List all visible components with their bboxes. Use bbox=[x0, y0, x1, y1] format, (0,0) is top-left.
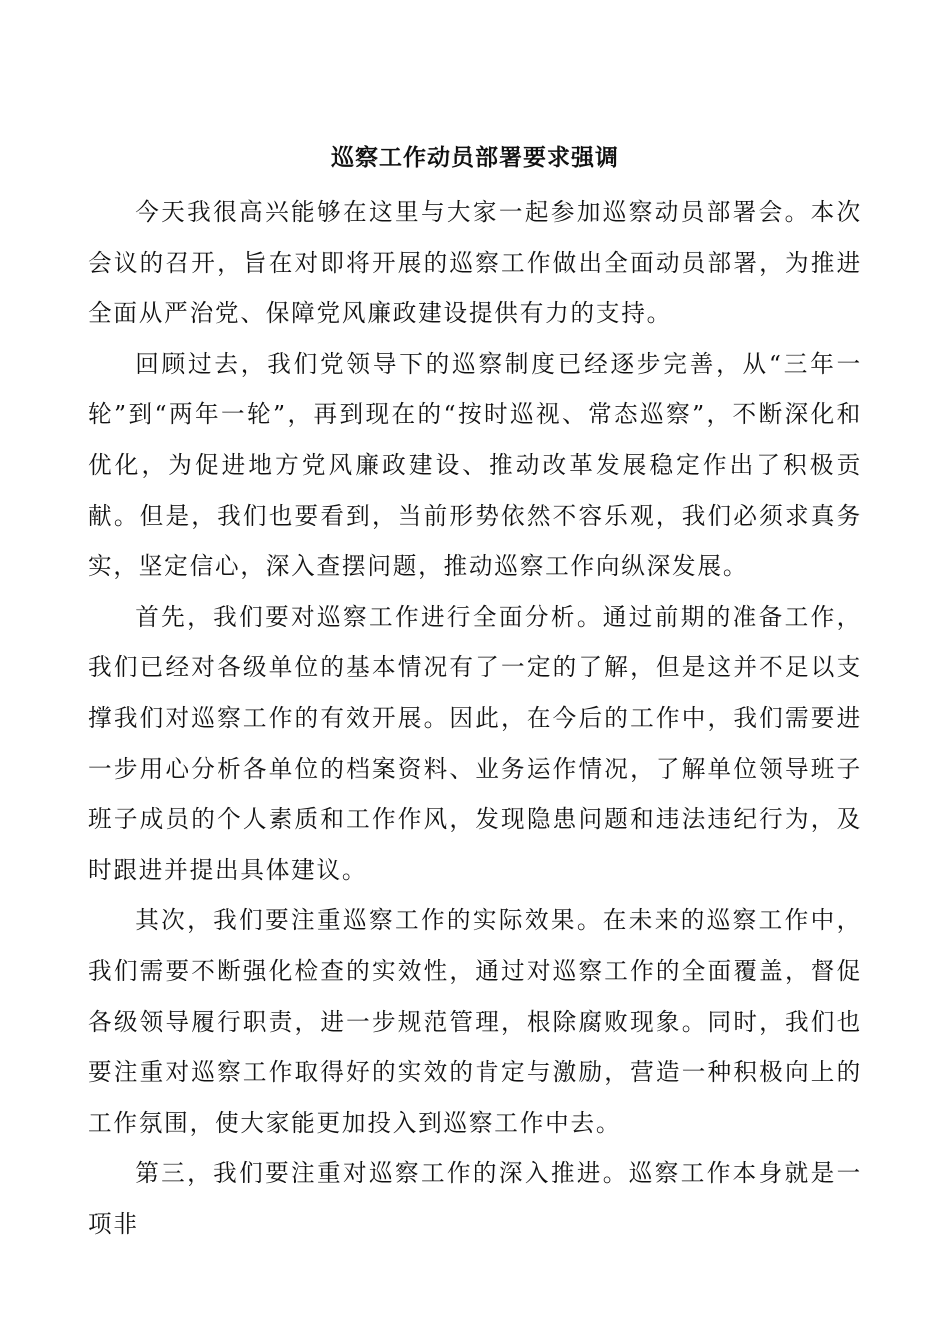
paragraph-3: 首先，我们要对巡察工作进行全面分析。通过前期的准备工作，我们已经对各级单位的基本情况有了一定的了解，但是这并不足以支撑我们对巡察工作的有效开展。因此，在今后的工作中，我们需要进一步用心分析各单位的档案资料、业务运作情况，了解单位领导班子班子成员的个人素质和工作作风，发现隐患问题和违法违纪行为，及时跟进并提出具体建议。 bbox=[88, 602, 862, 884]
paragraph-2: 回顾过去，我们党领导下的巡察制度已经逐步完善，从“三年一轮”到“两年一轮”，再到现在的“按时巡视、常态巡察”，不断深化和优化，为促进地方党风廉政建设、推动改革发展稳定作出了积极贡献。但是，我们也要看到，当前形势依然不容乐观，我们必须求真务实，坚定信心，深入查摆问题，推动巡察工作向纵深发展。 bbox=[88, 349, 862, 581]
paragraph-1: 今天我很高兴能够在这里与大家一起参加巡察动员部署会。本次会议的召开，旨在对即将开展的巡察工作做出全面动员部署，为推进全面从严治党、保障党风廉政建设提供有力的支持。 bbox=[88, 198, 862, 328]
paragraph-4: 其次，我们要注重巡察工作的实际效果。在未来的巡察工作中，我们需要不断强化检查的实效性，通过对巡察工作的全面覆盖，督促各级领导履行职责，进一步规范管理，根除腐败现象。同时，我们也要注重对巡察工作取得好的实效的肯定与激励，营造一种积极向上的工作氛围，使大家能更加投入到巡察工作中去。 bbox=[88, 906, 862, 1137]
paragraph-5: 第三，我们要注重对巡察工作的深入推进。巡察工作本身就是一项非 bbox=[88, 1159, 862, 1238]
document-title: 巡察工作动员部署要求强调 bbox=[331, 144, 619, 171]
document-body bbox=[88, 187, 862, 1249]
